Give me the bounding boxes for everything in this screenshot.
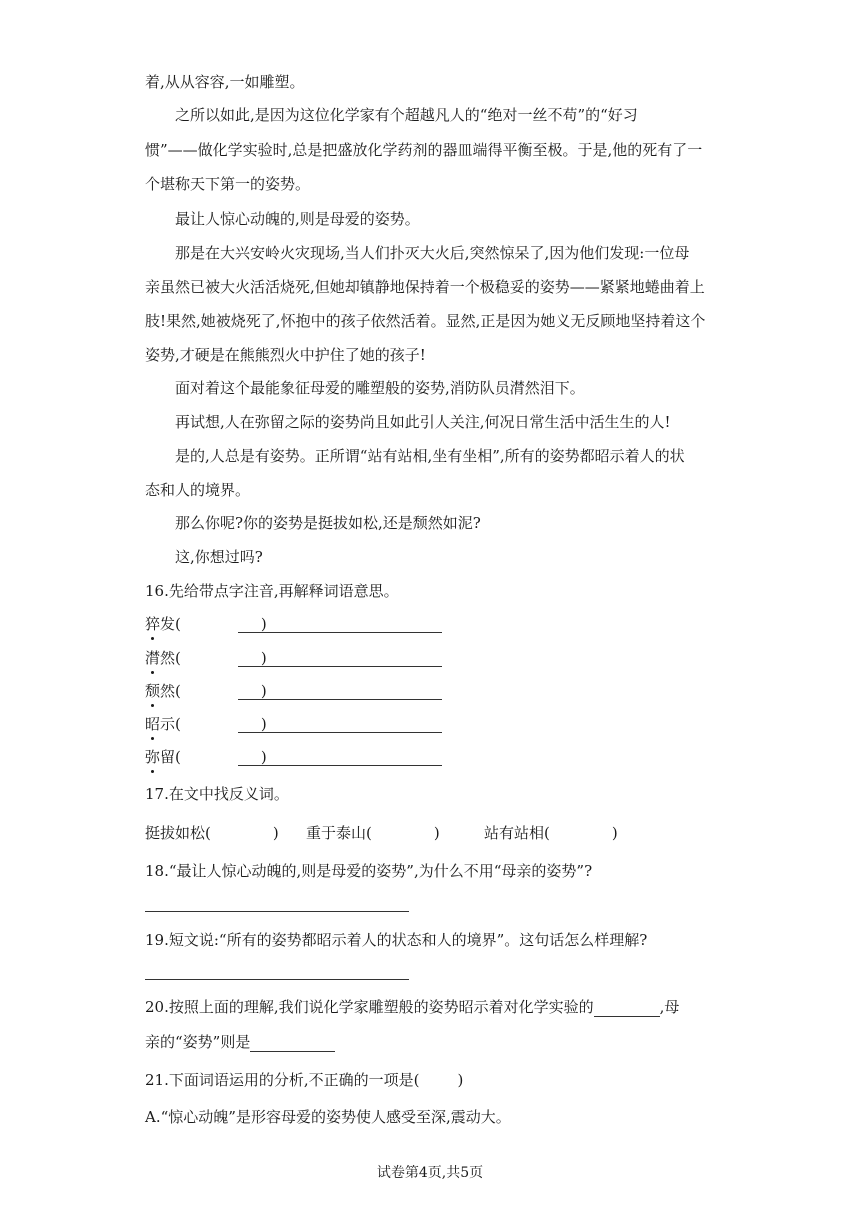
option-a[interactable]: A.“惊心动魄”是形容母爱的姿势使人感受至深,震动大。 <box>145 1108 511 1126</box>
vocab-row: 颓然( ) <box>145 681 267 701</box>
vocab-word: 颓然( <box>145 681 181 701</box>
passage-line: 肢!果然,她被烧死了,怀抱中的孩子依然活着。显然,正是因为她义无反顾地坚持着这个 <box>145 312 706 330</box>
passage-line: 那是在大兴安岭火灾现场,当人们扑灭大火后,突然惊呆了,因为他们发现:一位母 <box>175 244 690 262</box>
emphasis-dot <box>151 671 154 674</box>
question-17-title: 17.在文中找反义词。 <box>145 785 289 803</box>
antonym-item: 站有站相( ) <box>484 824 618 842</box>
passage-line: 态和人的境界。 <box>145 481 251 499</box>
emphasis-dot <box>151 770 154 773</box>
passage-line: 那么你呢?你的姿势是挺拔如松,还是颓然如泥? <box>175 514 481 532</box>
page-footer: 试卷第4页,共5页 <box>376 1165 484 1181</box>
answer-line-19[interactable] <box>145 979 409 980</box>
question-20-line1: 20.按照上面的理解,我们说化学家雕塑般的姿势昭示着对化学实验的 ,母 <box>145 998 680 1016</box>
passage-line: 这,你想过吗? <box>175 548 263 566</box>
passage-line: 着,从从容容,一如雕塑。 <box>145 73 305 91</box>
passage-line: 面对着这个最能象征母爱的雕塑般的姿势,消防队员潸然泪下。 <box>175 379 585 397</box>
vocab-word: 猝发( <box>145 614 181 634</box>
passage-line: 之所以如此,是因为这位化学家有个超越凡人的“绝对一丝不苟”的“好习 <box>175 106 638 124</box>
question-21-title: 21.下面词语运用的分析,不正确的一项是( ) <box>145 1071 464 1089</box>
vocab-row: 昭示( ) <box>145 714 267 734</box>
passage-line: 姿势,才硬是在熊熊烈火中护住了她的孩子! <box>145 346 426 364</box>
meaning-blank[interactable] <box>238 666 442 667</box>
question-19-title: 19.短文说:“所有的姿势都昭示着人的状态和人的境界”。这句话怎么样理解? <box>145 931 648 949</box>
passage-line: 最让人惊心动魄的,则是母爱的姿势。 <box>175 210 420 228</box>
question-16-title: 16.先给带点字注音,再解释词语意思。 <box>145 582 399 600</box>
meaning-blank[interactable] <box>238 632 442 633</box>
passage-line: 惯”——做化学实验时,总是把盛放化学药剂的器皿端得平衡至极。于是,他的死有了一 <box>145 141 703 159</box>
passage-line: 再试想,人在弥留之际的姿势尚且如此引人关注,何况日常生活中活生生的人! <box>175 413 671 431</box>
meaning-blank[interactable] <box>238 699 442 700</box>
emphasis-dot <box>151 737 154 740</box>
emphasis-dot <box>151 704 154 707</box>
vocab-word: 潸然( <box>145 648 181 668</box>
vocab-row: 猝发( ) <box>145 614 267 634</box>
antonym-item: 重于泰山( ) <box>306 824 440 842</box>
vocab-row: 弥留( ) <box>145 747 267 767</box>
answer-line-18[interactable] <box>145 911 409 912</box>
question-20-line2: 亲的“姿势”则是 <box>145 1032 335 1052</box>
meaning-blank[interactable] <box>238 765 442 766</box>
vocab-word: 昭示( <box>145 714 181 734</box>
passage-line: 亲虽然已被大火活活烧死,但她却镇静地保持着一个极稳妥的姿势——紧紧地蜷曲着上 <box>145 278 705 296</box>
passage-line: 是的,人总是有姿势。正所谓“站有站相,坐有坐相”,所有的姿势都昭示着人的状 <box>175 447 685 465</box>
answer-blank-20a[interactable] <box>594 1000 660 1017</box>
meaning-blank[interactable] <box>238 732 442 733</box>
question-18-title: 18.“最让人惊心动魄的,则是母爱的姿势”,为什么不用“母亲的姿势”? <box>145 862 593 880</box>
vocab-word: 弥留( <box>145 747 181 767</box>
passage-line: 个堪称天下第一的姿势。 <box>145 175 311 193</box>
emphasis-dot <box>151 637 154 640</box>
answer-blank-20b[interactable] <box>250 1035 335 1052</box>
antonym-item: 挺拔如松( ) <box>145 824 279 842</box>
vocab-row: 潸然( ) <box>145 648 267 668</box>
